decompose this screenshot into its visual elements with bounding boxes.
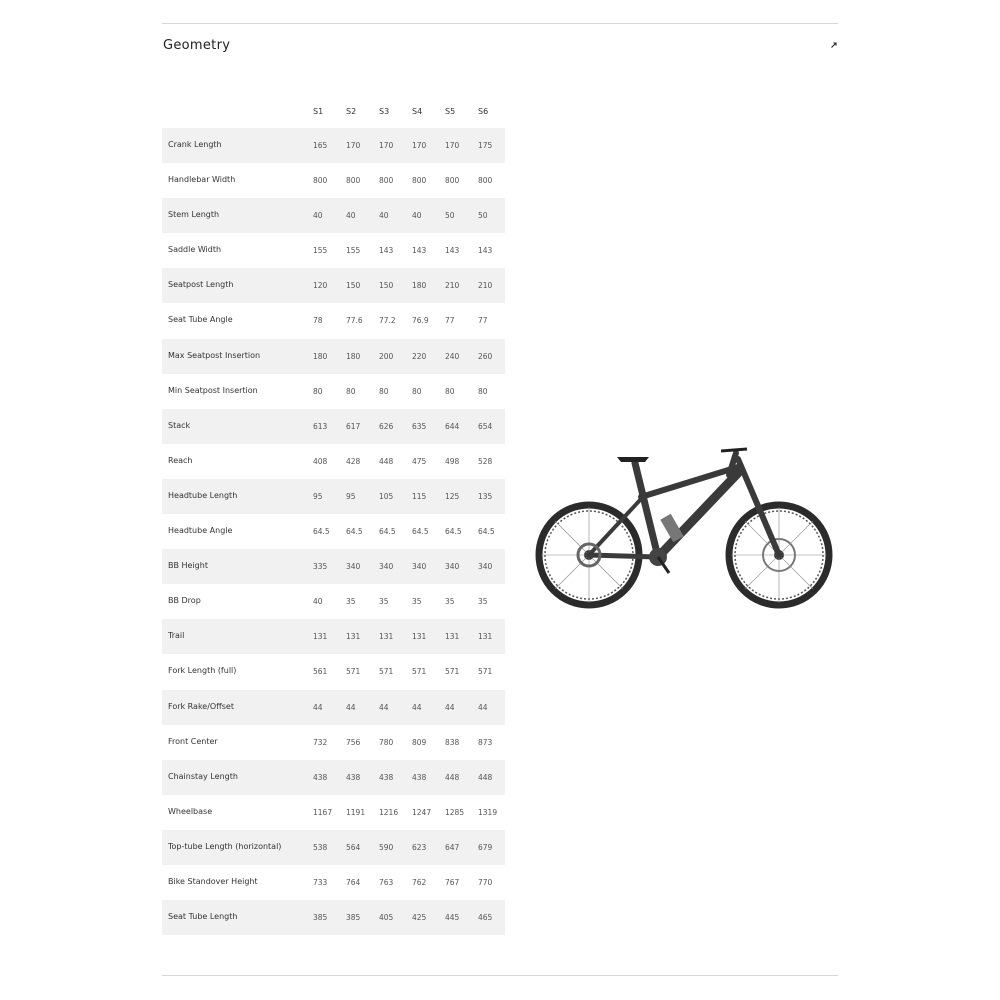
table-cell-s3: 44 <box>379 702 389 712</box>
table-cell-s4: 180 <box>412 281 427 291</box>
table-row <box>162 725 505 760</box>
table-row <box>162 128 505 163</box>
column-header-s3: S3 <box>379 107 390 116</box>
table-row <box>162 268 505 303</box>
table-cell-s6: 571 <box>478 667 493 677</box>
table-cell-s6: 679 <box>478 842 493 852</box>
table-cell-s4: 80 <box>412 386 422 396</box>
table-cell-s1: 40 <box>313 597 323 607</box>
table-row <box>162 830 505 865</box>
table-cell-s1: 131 <box>313 632 328 642</box>
table-cell-s5: 838 <box>445 737 460 747</box>
table-cell-s6: 800 <box>478 176 493 186</box>
table-cell-s3: 170 <box>379 141 394 150</box>
table-row <box>162 514 505 549</box>
table-cell-s3: 448 <box>379 456 394 466</box>
table-row <box>162 374 505 409</box>
table-cell-s6: 465 <box>478 913 493 923</box>
table-cell-s5: 64.5 <box>445 527 462 537</box>
table-cell-s3: 405 <box>379 913 394 923</box>
table-cell-s1: 44 <box>313 702 323 712</box>
row-label: Top-tube Length (horizontal) <box>168 841 282 851</box>
table-cell-s1: 732 <box>313 737 328 747</box>
table-cell-s2: 80 <box>346 386 356 396</box>
table-cell-s3: 200 <box>379 351 394 361</box>
table-cell-s5: 143 <box>445 246 460 256</box>
table-cell-s4: 220 <box>412 351 427 361</box>
collapse-arrow-icon[interactable] <box>830 41 838 49</box>
row-label: Chainstay Length <box>168 771 238 781</box>
table-cell-s3: 105 <box>379 491 394 501</box>
table-cell-s1: 385 <box>313 913 328 923</box>
table-cell-s6: 80 <box>478 386 488 396</box>
row-label: Fork Length (full) <box>168 666 237 676</box>
table-cell-s5: 170 <box>445 141 460 150</box>
table-cell-s1: 733 <box>313 877 328 887</box>
table-cell-s1: 800 <box>313 176 328 186</box>
table-cell-s2: 64.5 <box>346 527 363 537</box>
table-cell-s2: 155 <box>346 246 361 256</box>
table-cell-s6: 210 <box>478 281 493 291</box>
table-row <box>162 865 505 900</box>
table-cell-s4: 762 <box>412 877 427 887</box>
table-cell-s1: 335 <box>313 562 328 572</box>
table-cell-s5: 210 <box>445 281 460 291</box>
table-row <box>162 409 505 444</box>
table-cell-s1: 180 <box>313 351 328 361</box>
table-cell-s5: 240 <box>445 351 460 361</box>
table-row <box>162 479 505 514</box>
table-cell-s1: 78 <box>313 316 323 326</box>
column-header-s2: S2 <box>346 107 357 116</box>
row-label: Bike Standover Height <box>168 876 258 886</box>
table-row <box>162 760 505 795</box>
row-label: Crank Length <box>168 140 222 149</box>
table-cell-s2: 617 <box>346 421 361 431</box>
table-cell-s6: 50 <box>478 211 488 221</box>
table-cell-s4: 809 <box>412 737 427 747</box>
table-cell-s4: 40 <box>412 211 422 221</box>
table-cell-s2: 95 <box>346 491 356 501</box>
table-cell-s6: 873 <box>478 737 493 747</box>
table-cell-s3: 131 <box>379 632 394 642</box>
table-row <box>162 584 505 619</box>
table-cell-s3: 626 <box>379 421 394 431</box>
table-cell-s4: 571 <box>412 667 427 677</box>
table-cell-s2: 77.6 <box>346 316 363 326</box>
table-cell-s1: 64.5 <box>313 527 330 537</box>
table-cell-s6: 175 <box>478 141 493 150</box>
table-cell-s2: 1191 <box>346 807 366 817</box>
table-cell-s3: 590 <box>379 842 394 852</box>
table-cell-s6: 260 <box>478 351 493 361</box>
table-cell-s3: 143 <box>379 246 394 256</box>
table-cell-s2: 428 <box>346 456 361 466</box>
table-cell-s3: 800 <box>379 176 394 186</box>
table-header-row <box>162 93 505 128</box>
table-cell-s4: 1247 <box>412 807 432 817</box>
table-cell-s1: 40 <box>313 211 323 221</box>
table-cell-s3: 35 <box>379 597 389 607</box>
row-label: Seat Tube Length <box>168 912 238 922</box>
table-cell-s3: 340 <box>379 562 394 572</box>
table-cell-s2: 571 <box>346 667 361 677</box>
table-cell-s5: 1285 <box>445 807 465 817</box>
table-row <box>162 198 505 233</box>
table-row <box>162 619 505 654</box>
table-cell-s2: 340 <box>346 562 361 572</box>
column-header-s4: S4 <box>412 107 423 116</box>
table-cell-s6: 131 <box>478 632 493 642</box>
row-label: Reach <box>168 455 193 465</box>
table-cell-s6: 448 <box>478 772 493 782</box>
table-cell-s5: 647 <box>445 842 460 852</box>
table-cell-s2: 764 <box>346 877 361 887</box>
row-label: Fork Rake/Offset <box>168 701 234 711</box>
table-cell-s4: 425 <box>412 913 427 923</box>
bottom-divider <box>162 975 838 976</box>
table-cell-s4: 170 <box>412 141 427 150</box>
table-cell-s2: 150 <box>346 281 361 291</box>
table-cell-s6: 143 <box>478 246 493 256</box>
row-label: Seatpost Length <box>168 280 234 290</box>
table-cell-s2: 180 <box>346 351 361 361</box>
table-cell-s1: 613 <box>313 421 328 431</box>
table-cell-s3: 150 <box>379 281 394 291</box>
table-cell-s6: 64.5 <box>478 527 495 537</box>
table-cell-s4: 35 <box>412 597 422 607</box>
table-row <box>162 303 505 338</box>
table-cell-s2: 35 <box>346 597 356 607</box>
table-cell-s4: 115 <box>412 491 427 501</box>
row-label: Headtube Angle <box>168 526 233 536</box>
row-label: BB Drop <box>168 596 201 606</box>
column-header-s6: S6 <box>478 107 489 116</box>
table-cell-s4: 800 <box>412 176 427 186</box>
table-cell-s5: 767 <box>445 877 460 887</box>
table-cell-s4: 131 <box>412 632 427 642</box>
row-label: Handlebar Width <box>168 175 236 185</box>
table-cell-s6: 135 <box>478 491 493 501</box>
table-cell-s2: 40 <box>346 211 356 221</box>
table-cell-s3: 438 <box>379 772 394 782</box>
table-cell-s1: 80 <box>313 386 323 396</box>
table-row <box>162 900 505 935</box>
table-cell-s5: 571 <box>445 667 460 677</box>
table-cell-s3: 571 <box>379 667 394 677</box>
table-cell-s3: 40 <box>379 211 389 221</box>
table-cell-s6: 35 <box>478 597 488 607</box>
section-title: Geometry <box>163 38 231 53</box>
table-cell-s6: 528 <box>478 456 493 466</box>
row-label: Max Seatpost Insertion <box>168 350 261 360</box>
table-cell-s2: 438 <box>346 772 361 782</box>
table-row <box>162 549 505 584</box>
table-cell-s6: 654 <box>478 421 493 431</box>
table-cell-s5: 800 <box>445 176 460 186</box>
table-cell-s2: 385 <box>346 913 361 923</box>
table-cell-s4: 76.9 <box>412 316 429 326</box>
column-header-s1: S1 <box>313 107 324 116</box>
table-row <box>162 795 505 830</box>
table-row <box>162 654 505 689</box>
row-label: Stem Length <box>168 210 220 220</box>
row-label: Stack <box>168 420 191 430</box>
table-cell-s3: 1216 <box>379 807 399 817</box>
table-cell-s2: 756 <box>346 737 361 747</box>
geometry-table <box>162 93 505 935</box>
table-cell-s2: 170 <box>346 141 361 150</box>
table-cell-s2: 564 <box>346 842 361 852</box>
table-cell-s4: 64.5 <box>412 527 429 537</box>
table-cell-s6: 1319 <box>478 807 498 817</box>
row-label: Min Seatpost Insertion <box>168 385 258 395</box>
table-row <box>162 233 505 268</box>
table-cell-s4: 475 <box>412 456 427 466</box>
table-cell-s1: 155 <box>313 246 328 256</box>
table-cell-s4: 635 <box>412 421 427 431</box>
row-label: BB Height <box>168 561 208 571</box>
table-cell-s1: 561 <box>313 667 328 677</box>
table-row <box>162 163 505 198</box>
row-label: Saddle Width <box>168 245 222 255</box>
row-label: Front Center <box>168 736 218 746</box>
table-cell-s4: 623 <box>412 842 427 852</box>
table-cell-s5: 50 <box>445 211 455 221</box>
table-cell-s1: 120 <box>313 281 328 291</box>
table-cell-s6: 44 <box>478 702 488 712</box>
table-cell-s4: 44 <box>412 702 422 712</box>
table-cell-s4: 143 <box>412 246 427 256</box>
table-cell-s1: 538 <box>313 842 328 852</box>
table-cell-s5: 131 <box>445 632 460 642</box>
table-cell-s5: 644 <box>445 421 460 431</box>
table-cell-s5: 445 <box>445 913 460 923</box>
table-cell-s3: 780 <box>379 737 394 747</box>
table-cell-s3: 80 <box>379 386 389 396</box>
table-cell-s5: 77 <box>445 316 455 326</box>
table-cell-s1: 95 <box>313 491 323 501</box>
table-cell-s5: 498 <box>445 456 460 466</box>
table-cell-s5: 35 <box>445 597 455 607</box>
table-cell-s6: 770 <box>478 877 493 887</box>
table-cell-s3: 64.5 <box>379 527 396 537</box>
table-cell-s2: 800 <box>346 176 361 186</box>
table-cell-s2: 44 <box>346 702 356 712</box>
table-cell-s5: 340 <box>445 562 460 572</box>
table-cell-s5: 80 <box>445 386 455 396</box>
table-cell-s1: 1167 <box>313 807 333 817</box>
table-cell-s1: 438 <box>313 772 328 782</box>
row-label: Seat Tube Angle <box>168 315 233 325</box>
column-header-s5: S5 <box>445 107 456 116</box>
table-cell-s3: 763 <box>379 877 394 887</box>
table-cell-s4: 340 <box>412 562 427 572</box>
mountain-bike-icon <box>533 445 835 611</box>
geometry-section-header[interactable] <box>162 24 838 68</box>
table-row <box>162 339 505 374</box>
table-cell-s6: 340 <box>478 562 493 572</box>
row-label: Headtube Length <box>168 490 238 500</box>
table-row <box>162 690 505 725</box>
table-cell-s5: 448 <box>445 772 460 782</box>
table-cell-s4: 438 <box>412 772 427 782</box>
table-cell-s2: 131 <box>346 632 361 642</box>
table-cell-s1: 408 <box>313 456 328 466</box>
table-cell-s1: 165 <box>313 141 328 150</box>
table-cell-s5: 125 <box>445 491 460 501</box>
table-cell-s5: 44 <box>445 702 455 712</box>
table-cell-s6: 77 <box>478 316 488 326</box>
row-label: Wheelbase <box>168 806 213 816</box>
row-label: Trail <box>168 631 185 641</box>
table-row <box>162 444 505 479</box>
table-cell-s3: 77.2 <box>379 316 396 326</box>
